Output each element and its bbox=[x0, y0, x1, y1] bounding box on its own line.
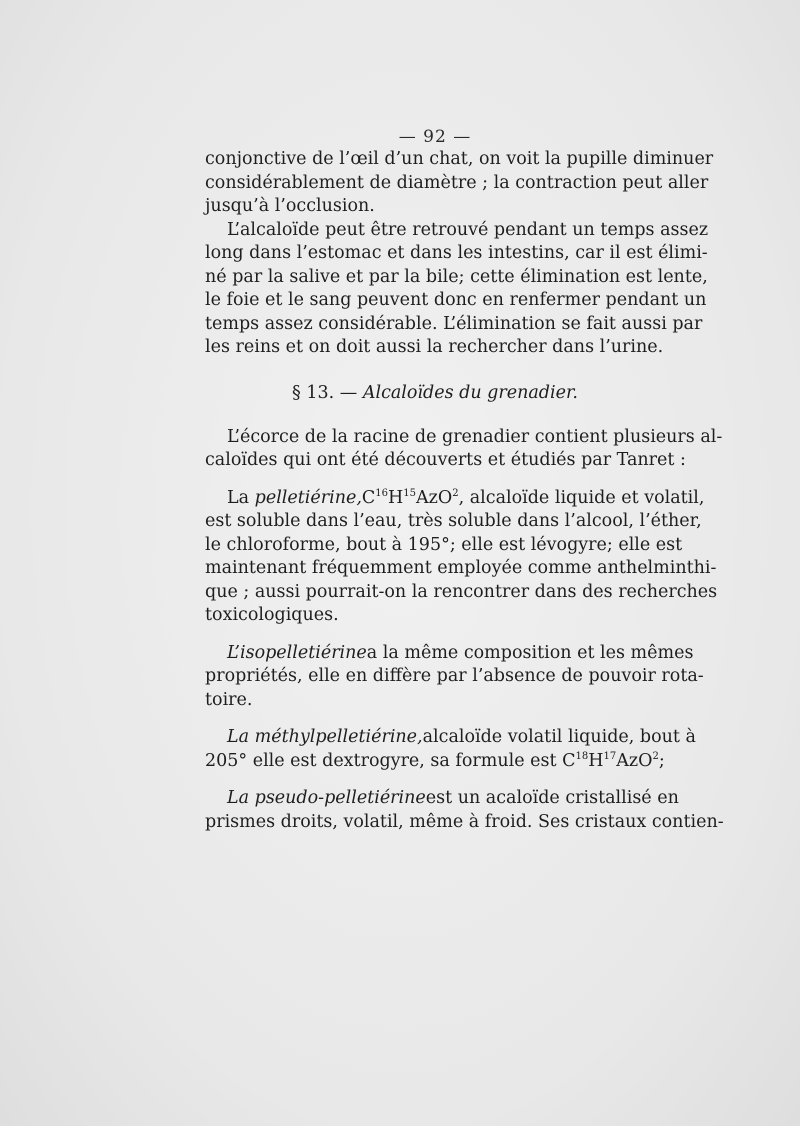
text-line: long dans l’estomac et dans les intestins, car il est élimi- bbox=[205, 243, 708, 263]
text-line: propriétés, elle en diffère par l’absence de pouvoir rota- bbox=[205, 666, 704, 686]
text-segment: a la même composition et les mêmes bbox=[366, 642, 694, 663]
text-line: considérablement de diamètre ; la contraction peut aller bbox=[205, 172, 709, 193]
pseudopelletierine-first-line bbox=[205, 787, 679, 811]
section-dash: — bbox=[339, 382, 358, 403]
methylpelletierine-second-line bbox=[205, 750, 665, 774]
text-line: toire. bbox=[205, 689, 253, 710]
text-segment: est un acaloïde cristallisé en bbox=[425, 788, 679, 808]
text-line: prismes droits, volatil, même à froid. Ses cristaux contien- bbox=[205, 811, 724, 832]
page-number: — 92 — bbox=[398, 127, 472, 147]
isopelletierine-first-line bbox=[205, 642, 694, 666]
compound-name: pelletiérine, bbox=[254, 487, 362, 508]
text-line: est soluble dans l’eau, très soluble dans l’alcool, l’éther, bbox=[205, 511, 702, 531]
text-line: jusqu’à l’occlusion. bbox=[205, 196, 375, 216]
text-line: le chloroforme, bout à 195°; elle est lévogyre; elle est bbox=[205, 534, 683, 555]
compound-name: La méthylpelletiérine, bbox=[227, 727, 423, 747]
text-line: maintenant fréquemment employée comme anthelminthi- bbox=[205, 558, 717, 578]
text-line: né par la salive et par la bile; cette élimination est lente, bbox=[205, 266, 708, 287]
section-title: Alcaloïdes du grenadier. bbox=[362, 382, 578, 403]
text-line: temps assez considérable. L’élimination se fait aussi par bbox=[205, 313, 703, 334]
text-line: caloïdes qui ont été découverts et étudiés par Tanret : bbox=[205, 450, 686, 470]
section-heading bbox=[205, 382, 665, 406]
chemical-formula: $C^{18}H^{17}AzO^2$; bbox=[562, 750, 665, 771]
text-line: conjonctive de l’œil d’un chat, on voit la pupille diminuer bbox=[205, 149, 714, 169]
section-number: § 13. bbox=[292, 382, 335, 403]
text-segment: alcaloïde volatil liquide, bout à bbox=[422, 727, 696, 747]
text-line: L’écorce de la racine de grenadier contient plusieurs al- bbox=[227, 426, 723, 447]
text-line: toxicologiques. bbox=[205, 605, 339, 625]
text-segment: 205° elle est dextrogyre, sa formule est bbox=[205, 750, 557, 771]
page-body bbox=[205, 148, 724, 834]
text-line: les reins et on doit aussi la rechercher dans l’urine. bbox=[205, 337, 664, 357]
compound-name: La pseudo-pelletiérine bbox=[227, 788, 426, 808]
text-line: que ; aussi pourrait-on la rencontrer dans des recherches bbox=[205, 581, 718, 602]
methylpelletierine-first-line bbox=[205, 726, 696, 750]
chemical-formula: $C^{16}H^{15}AzO^2$, alcaloïde liquide et volatil, bbox=[361, 487, 705, 508]
compound-name: L’isopelletiérine bbox=[227, 642, 367, 663]
text-line: le foie et le sang peuvent donc en renfermer pendant un bbox=[205, 290, 707, 310]
pelletierine-first-line bbox=[205, 487, 705, 511]
lead-word: La bbox=[227, 487, 250, 508]
text-line: L’alcaloïde peut être retrouvé pendant un temps assez bbox=[227, 219, 709, 240]
